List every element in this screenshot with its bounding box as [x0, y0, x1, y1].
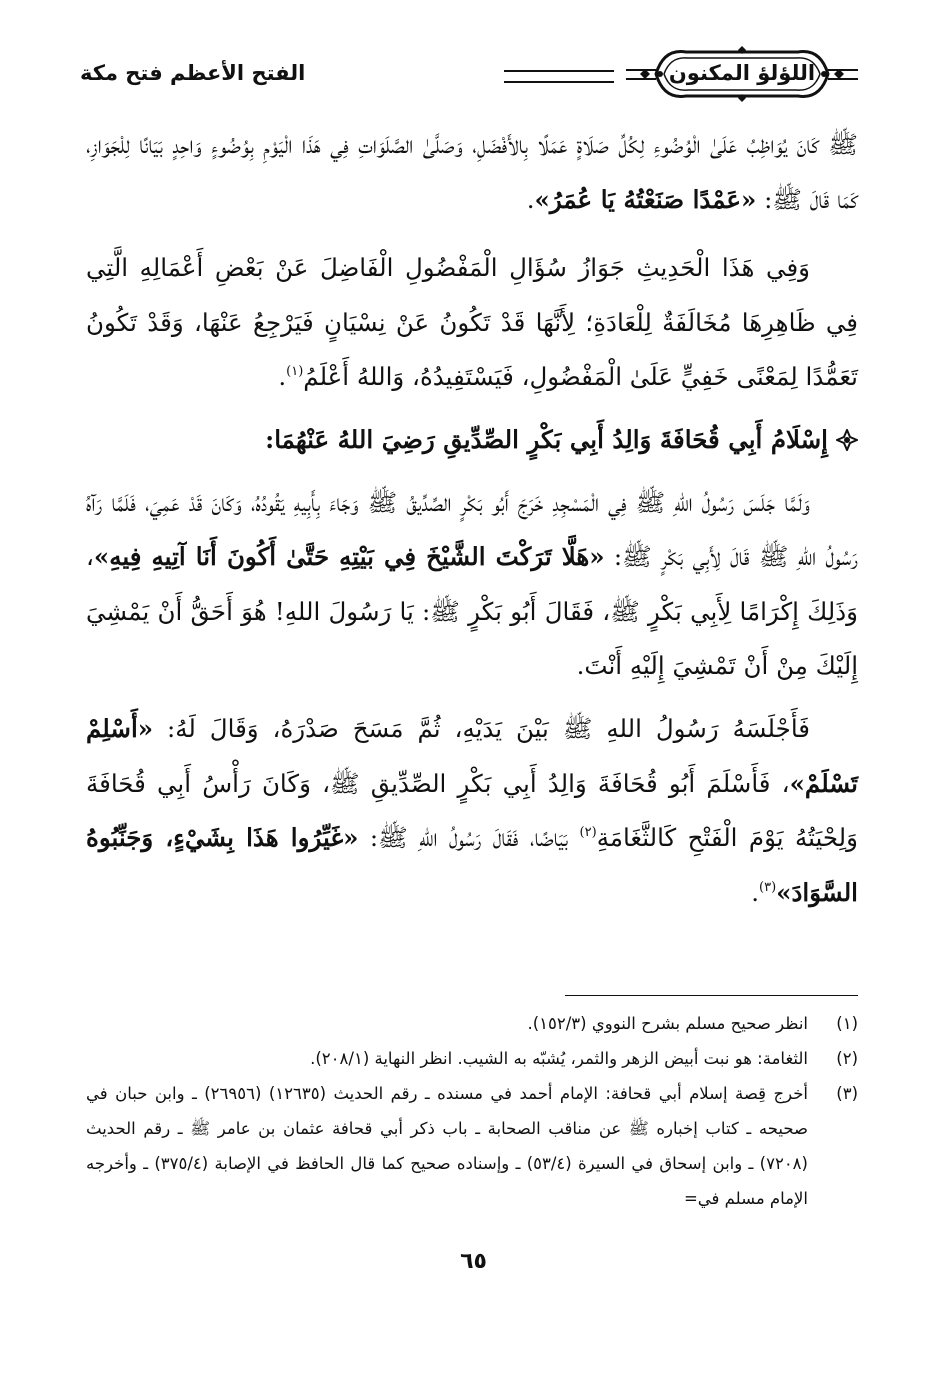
flower-bullet-icon [836, 429, 858, 451]
section-heading [86, 413, 858, 468]
section-heading-text: إِسْلَامُ أَبِي قُحَافَةَ وَالِدُ أَبِي بَكْرٍ الصِّدِّيقِ رَضِيَ اللهُ عَنْهُمَا: [265, 424, 828, 454]
footnote-2 [86, 1041, 858, 1076]
footnote-separator [565, 995, 858, 996]
footnote-text: أخرج قِصة إسلام أبي قحافة: الإمام أحمد في مسنده ـ رقم الحديث (١٢٦٣٥) (٢٦٩٥٦) ـ وابن حبان في صحيحه ـ كتاب إخباره ﷺ عن مناقب الصحابة ـ باب ذكر أبي قحافة عثمان بن عامر ﷺ ـ رقم الحديث (٧٢٠٨) ـ وابن إسحاق في السيرة (٥٣/٤) ـ وإسناده صحيح كما قال الحافظ في الإصابة (٣٧٥/٤) ـ وأخرجه الإمام مسلم في= [86, 1084, 808, 1208]
footnote-number: (٣) [836, 1084, 858, 1103]
punctuation: . [751, 877, 760, 907]
hadith-quote: «أَسْلِمْ تَسْلَمْ» [86, 713, 858, 798]
paragraph-2 [86, 241, 858, 405]
punctuation: . [278, 362, 287, 392]
footnotes [86, 1006, 858, 1216]
footnote-number: (١) [836, 1014, 858, 1033]
footnote-1 [86, 1006, 858, 1041]
paragraph-2-text: وَفِي هَذَا الْحَدِيثِ جَوَازُ سُؤَالِ الْمَفْضُولِ الْفَاضِلَ عَنْ بَعْضِ أَعْمَالِهِ الَّتِي فِي ظَاهِرِهَا مُخَالَفَةٌ لِلْعَادَةِ؛ لِأَنَّهَا قَدْ تَكُونُ عَنْ نِسْيَانٍ فَيَرْجِعُ عَنْهَا، وَقَدْ تَكُونُ تَعَمُّدًا لِمَعْنًى خَفِيٍّ عَلَىٰ الْمَفْضُولِ، فَيَسْتَفِيدُهُ، وَاللهُ أَعْلَمُ [86, 253, 858, 392]
footnote-text: انظر صحيح مسلم بشرح النووي (١٥٢/٣). [527, 1014, 808, 1033]
footnote-text: الثغامة: هو نبت أبيض الزهر والثمر، يُشبّه به الشيب. انظر النهاية (٢٠٨/١). [310, 1049, 808, 1068]
punctuation: . [526, 184, 535, 214]
main-text [86, 118, 858, 920]
footnote-number: (٢) [836, 1049, 858, 1068]
paragraph-4-text: فَأَجْلَسَهُ رَسُولُ اللهِ ﷺ بَيْنَ يَدَيْهِ، ثُمَّ مَسَحَ صَدْرَهُ، وَقَالَ لَهُ: [153, 713, 810, 743]
hadith-quote: «عَمْدًا صَنَعْتُهُ يَا عُمَرُ» [534, 184, 757, 214]
paragraph-4-text-late: بَيَاضًا، فَقَالَ رَسُولُ اللهِ ﷺ: [358, 823, 580, 853]
paragraph-4 [86, 702, 858, 920]
page-number: ٦٥ [460, 1249, 487, 1274]
paragraph-4-text-mid: ، فَأَسْلَمَ أَبُو قُحَافَةَ وَالِدُ أَبِي بَكْرٍ الصِّدِّيقِ ﷺ، وَكَانَ رَأْسُ أَبِي قُحَافَةَ وَلِحْيَتُهُ يَوْمَ الْفَتْحِ كَالثَّغَامَةِ [86, 768, 858, 853]
hadith-quote: «غَيِّرُوا هَذَا بِشَيْءٍ، وَجَنِّبُوهُ السَّوَادَ» [86, 823, 858, 907]
footnote-ref-2[interactable]: (٢) [579, 825, 597, 841]
chapter-title: الفتح الأعظم فتح مكة [80, 61, 306, 85]
running-header [80, 44, 858, 104]
hadith-quote: «هَلَّا تَرَكْتَ الشَّيْخَ فِي بَيْتِهِ حَتَّىٰ أَكُونَ أَنَا آتِيهِ فِيهِ» [93, 542, 605, 572]
paragraph-3-text-end: ، وَذَلِكَ إِكْرَامًا لِأَبِي بَكْرٍ ﷺ، فَقَالَ أَبُو بَكْرٍ ﷺ: يَا رَسُولَ اللهِ! هُوَ أَحَقُّ أَنْ يَمْشِيَ إِلَيْكَ مِنْ أَنْ تَمْشِيَ إِلَيْهِ أَنْتَ. [86, 542, 858, 681]
paragraph-3 [86, 476, 858, 694]
paragraph-3-text: وَلَمَّا جَلَسَ رَسُولُ اللهِ ﷺ فِي الْمَسْجِدِ خَرَجَ أَبُو بَكْرٍ الصِّدِّيقُ ﷺ وَجَاءَ بِأَبِيهِ يَقُودُهُ، وَكَانَ قَدْ عَمِيَ، فَلَمَّا رَآهُ رَسُولُ اللهِ ﷺ قَالَ لِأَبِي بَكْرٍ ﷺ: [86, 487, 858, 572]
footnote-ref-1[interactable]: (١) [286, 364, 304, 380]
footnote-3 [86, 1076, 858, 1216]
book-title-badge [626, 44, 858, 104]
paragraph-1-text: ﷺ كَانَ يُوَاظِبُ عَلَىٰ الْوُضُوءِ لِكُلِّ صَلَاةٍ عَمَلًا بِالأَفْضَلِ، وَصَلَّىٰ الصَّلَوَاتِ فِي هَذَا الْيَوْمِ بِوُضُوءٍ وَاحِدٍ بَيَانًا لِلْجَوَازِ، كَمَا قَالَ ﷺ: [86, 130, 858, 214]
header-double-rule [504, 70, 614, 83]
paragraph-1 [86, 118, 858, 227]
book-title: اللؤلؤ المكنون [668, 61, 816, 85]
footnote-ref-3[interactable]: (٣) [759, 879, 777, 895]
